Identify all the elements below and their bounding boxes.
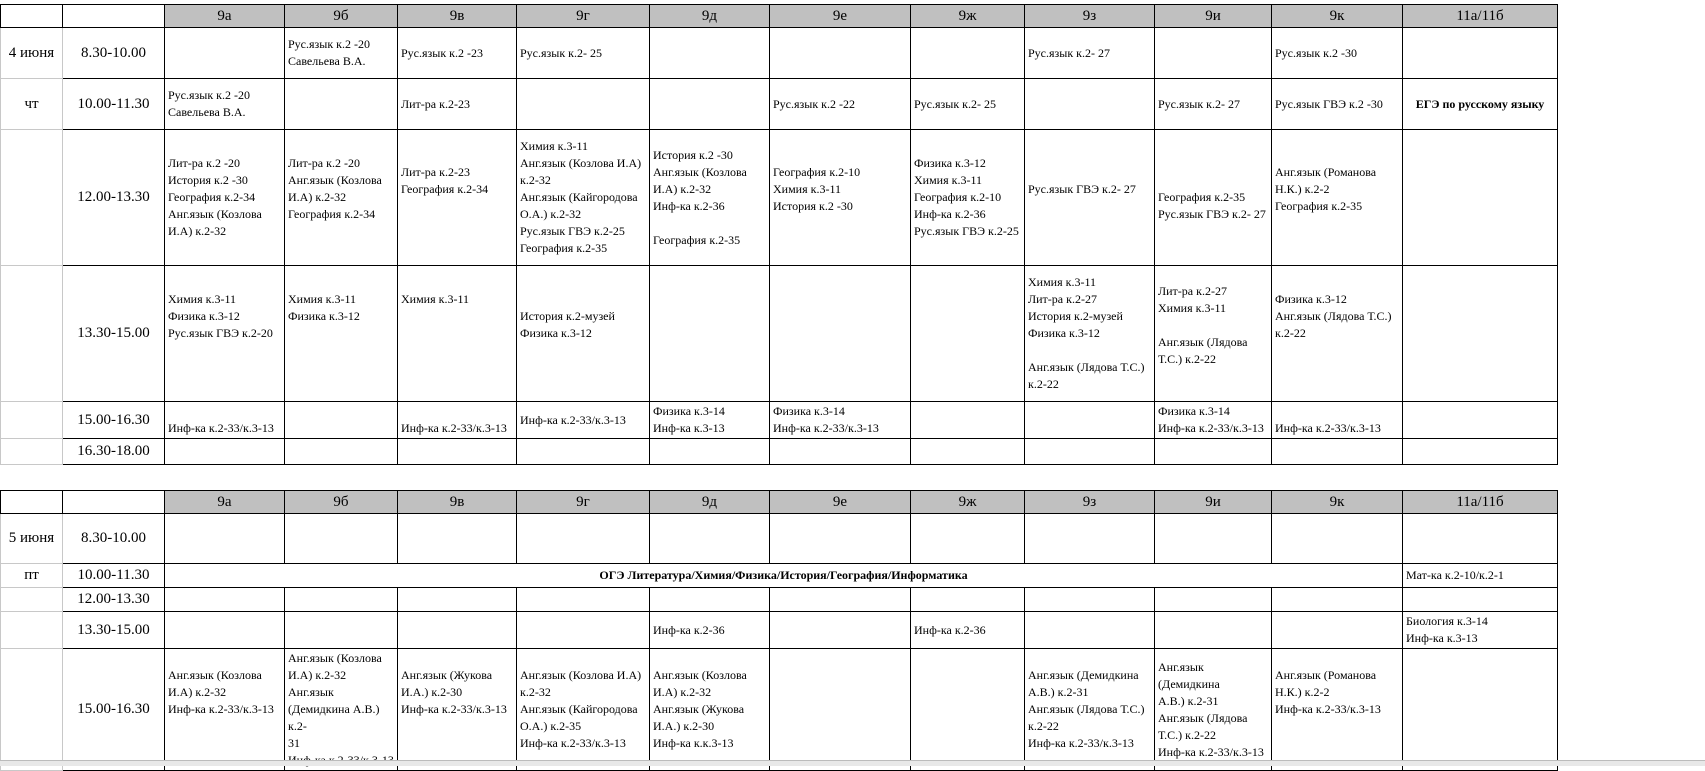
class-header[interactable]: 9ж (911, 491, 1025, 514)
schedule-cell[interactable]: Рус.язык к.2 -23 (398, 28, 517, 79)
class-header[interactable]: 9з (1025, 5, 1155, 28)
time-slot[interactable]: 13.30-15.00 (63, 612, 165, 649)
schedule-cell[interactable] (1403, 649, 1558, 771)
schedule-cell[interactable] (398, 439, 517, 465)
schedule-cell[interactable] (770, 649, 911, 771)
schedule-cell[interactable] (1403, 266, 1558, 402)
schedule-cell[interactable]: Рус.язык к.2 -22 (770, 79, 911, 130)
schedule-cell[interactable] (1403, 402, 1558, 439)
schedule-cell[interactable] (165, 514, 285, 564)
day-label-cell[interactable] (1, 439, 63, 465)
class-header[interactable]: 9и (1155, 491, 1272, 514)
schedule-cell[interactable] (911, 588, 1025, 612)
schedule-cell[interactable] (165, 612, 285, 649)
schedule-cell[interactable]: Анг.язык (Романова Н.К.) к.2-2 География к.2-35 (1272, 130, 1403, 266)
schedule-cell[interactable]: Биология к.3-14 Инф-ка к.3-13 (1403, 612, 1558, 649)
schedule-cell[interactable] (285, 402, 398, 439)
schedule-cell[interactable]: История к.2-музей Физика к.3-12 (517, 266, 650, 402)
schedule-cell[interactable]: Инф-ка к.2-33/к.3-13 (1272, 402, 1403, 439)
schedule-cell[interactable] (1272, 439, 1403, 465)
schedule-cell[interactable]: Физика к.3-12 Анг.язык (Лядова Т.С.) к.2-22 (1272, 266, 1403, 402)
time-row (1, 612, 1558, 649)
schedule-cell[interactable]: ЕГЭ по русскому языку (1403, 79, 1558, 130)
time-row (1, 588, 1558, 612)
time-row (1, 402, 1558, 439)
time-slot[interactable]: 12.00-13.30 (63, 130, 165, 266)
schedule-cell[interactable] (1272, 514, 1403, 564)
time-slot[interactable]: 13.30-15.00 (63, 266, 165, 402)
schedule-cell[interactable]: Мат-ка к.2-10/к.2-1 (1403, 564, 1558, 588)
schedule-cell[interactable] (650, 266, 770, 402)
schedule-cell[interactable] (650, 588, 770, 612)
schedule-cell[interactable]: Рус.язык к.2 -30 (1272, 28, 1403, 79)
schedule-cell[interactable] (285, 514, 398, 564)
schedule-cell[interactable] (1155, 588, 1272, 612)
schedule-cell[interactable] (911, 439, 1025, 465)
schedule-cell[interactable]: Анг.язык (Демидкина А.В.) к.2-31 Анг.язык (Лядова Т.С.) к.2-22 Инф-ка к.2-33/к.3-13 (1025, 649, 1155, 771)
schedule-cell[interactable]: Лит-ра к.2-23 (398, 79, 517, 130)
schedule-cell[interactable] (770, 514, 911, 564)
time-row (1, 266, 1558, 402)
day-label-cell[interactable] (1, 612, 63, 649)
schedule-cell[interactable] (650, 79, 770, 130)
schedule-cell[interactable] (285, 79, 398, 130)
schedule-cell[interactable]: Инф-ка к.2-33/к.3-13 (517, 402, 650, 439)
time-row (1, 130, 1558, 266)
schedule-cell[interactable]: Рус.язык к.2 -20 Савельева В.А. (285, 28, 398, 79)
class-header[interactable]: 9б (285, 491, 398, 514)
schedule-cell[interactable]: История к.2 -30 Анг.язык (Козлова И.А) к.2-32 Инф-ка к.2-36 География к.2-35 (650, 130, 770, 266)
class-header[interactable]: 9а (165, 5, 285, 28)
schedule-cell[interactable] (911, 266, 1025, 402)
schedule-cell[interactable] (1155, 28, 1272, 79)
schedule-cell[interactable]: Анг.язык (Козлова И.А) к.2-32 Инф-ка к.2-33/к.3-13 (165, 649, 285, 771)
schedule-cell[interactable] (517, 439, 650, 465)
schedule-cell[interactable] (911, 649, 1025, 771)
schedule-cell[interactable] (770, 612, 911, 649)
time-row (1, 439, 1558, 465)
schedule-cell[interactable] (285, 588, 398, 612)
class-header[interactable]: 9д (650, 5, 770, 28)
schedule-cell[interactable]: Анг.язык (Жукова И.А.) к.2-30 Инф-ка к.2-33/к.3-13 (398, 649, 517, 771)
corner-cell[interactable] (1, 491, 63, 514)
exam-banner-cell[interactable]: ОГЭ Литература/Химия/Физика/История/География/Информатика (165, 564, 1403, 588)
schedule-cell[interactable]: Лит-ра к.2-23 География к.2-34 (398, 130, 517, 266)
schedule-cell[interactable]: Анг.язык (Романова Н.К.) к.2-2 Инф-ка к.2-33/к.3-13 (1272, 649, 1403, 771)
schedule-cell[interactable] (1025, 439, 1155, 465)
schedule-cell[interactable] (911, 28, 1025, 79)
class-header[interactable]: 9к (1272, 491, 1403, 514)
time-row (1, 564, 1558, 588)
time-slot[interactable]: 16.30-18.00 (63, 439, 165, 465)
time-slot[interactable]: 8.30-10.00 (63, 514, 165, 564)
schedule-cell[interactable]: Инф-ка к.2-33/к.3-13 (398, 402, 517, 439)
schedule-cell[interactable] (398, 588, 517, 612)
schedule-cell[interactable] (517, 79, 650, 130)
schedule-cell[interactable] (1272, 612, 1403, 649)
day-label-cell[interactable] (1, 130, 63, 266)
schedule-cell[interactable] (1272, 588, 1403, 612)
schedule-cell[interactable]: Инф-ка к.2-33/к.3-13 (165, 402, 285, 439)
schedule-cell[interactable] (1403, 514, 1558, 564)
schedule-cell[interactable] (650, 514, 770, 564)
schedule-cell[interactable]: Анг.язык (Козлова И.А) к.2-32 Анг.язык (Кайгородова О.А.) к.2-35 Инф-ка к.2-33/к.3-13 (517, 649, 650, 771)
class-header-row (1, 491, 1558, 514)
schedule-cell[interactable]: Рус.язык ГВЭ к.2- 27 (1025, 130, 1155, 266)
day-label-cell[interactable] (1, 266, 63, 402)
schedule-cell[interactable]: Анг.язык (Козлова И.А) к.2-32 Анг.язык (Жукова И.А.) к.2-30 Инф-ка к.к.3-13 (650, 649, 770, 771)
schedule-cell[interactable] (285, 612, 398, 649)
time-row (1, 79, 1558, 130)
schedule-cell[interactable]: Лит-ра к.2-27 Химия к.3-11 Анг.язык (Лядова Т.С.) к.2-22 (1155, 266, 1272, 402)
schedule-cell[interactable]: Физика к.3-14 Инф-ка к.2-33/к.3-13 (1155, 402, 1272, 439)
day-weekday[interactable]: чт (1, 79, 63, 130)
schedule-table-june-5 (0, 490, 1558, 771)
sheet-tab-bar[interactable] (0, 760, 1705, 766)
class-header[interactable]: 9в (398, 491, 517, 514)
schedule-cell[interactable]: Рус.язык ГВЭ к.2 -30 (1272, 79, 1403, 130)
day-label-cell[interactable] (1, 402, 63, 439)
schedule-cell[interactable] (1403, 28, 1558, 79)
class-header[interactable]: 9е (770, 491, 911, 514)
class-header[interactable]: 11а/11б (1403, 491, 1558, 514)
schedule-cell[interactable]: Рус.язык к.2- 27 (1025, 28, 1155, 79)
schedule-cell[interactable] (1025, 588, 1155, 612)
schedule-cell[interactable]: Рус.язык к.2- 27 (1155, 79, 1272, 130)
schedule-cell[interactable] (1403, 439, 1558, 465)
schedule-cell[interactable] (165, 588, 285, 612)
schedule-cell[interactable] (770, 588, 911, 612)
class-header[interactable]: 9ж (911, 5, 1025, 28)
class-header[interactable]: 9к (1272, 5, 1403, 28)
schedule-cell[interactable] (1025, 402, 1155, 439)
schedule-cell[interactable] (1155, 514, 1272, 564)
schedule-cell[interactable]: Анг.язык (Демидкина А.В.) к.2-31 Анг.язык (Лядова Т.С.) к.2-22 Инф-ка к.2-33/к.3-13 (1155, 649, 1272, 771)
class-header[interactable]: 9е (770, 5, 911, 28)
schedule-cell[interactable] (398, 514, 517, 564)
class-header[interactable]: 9д (650, 491, 770, 514)
class-header[interactable]: 9в (398, 5, 517, 28)
day-label-cell[interactable] (1, 588, 63, 612)
time-slot[interactable]: 8.30-10.00 (63, 28, 165, 79)
schedule-cell[interactable] (517, 612, 650, 649)
schedule-cell[interactable] (517, 514, 650, 564)
schedule-cell[interactable] (165, 439, 285, 465)
schedule-cell[interactable]: Инф-ка к.2-36 (911, 612, 1025, 649)
time-slot[interactable]: 15.00-16.30 (63, 649, 165, 771)
schedule-cell[interactable]: Химия к.3-11 Лит-ра к.2-27 История к.2-музей Физика к.3-12 Анг.язык (Лядова Т.С.) к.2-22 (1025, 266, 1155, 402)
schedule-cell[interactable]: Инф-ка к.2-36 (650, 612, 770, 649)
schedule-cell[interactable] (911, 514, 1025, 564)
corner-cell[interactable] (63, 5, 165, 28)
class-header[interactable]: 11а/11б (1403, 5, 1558, 28)
schedule-cell[interactable] (650, 28, 770, 79)
schedule-table-june-4 (0, 4, 1558, 465)
schedule-cell[interactable] (1155, 439, 1272, 465)
schedule-cell[interactable] (398, 612, 517, 649)
day-weekday[interactable]: пт (1, 564, 63, 588)
class-header-row (1, 5, 1558, 28)
schedule-cell[interactable] (1403, 588, 1558, 612)
time-slot[interactable]: 15.00-16.30 (63, 402, 165, 439)
schedule-cell[interactable] (650, 439, 770, 465)
schedule-cell[interactable]: География к.2-10 Химия к.3-11 История к.2 -30 (770, 130, 911, 266)
day-label-cell[interactable] (1, 649, 63, 771)
schedule-cell[interactable]: Лит-ра к.2 -20 История к.2 -30 География к.2-34 Анг.язык (Козлова И.А) к.2-32 (165, 130, 285, 266)
time-row (1, 514, 1558, 564)
time-slot[interactable]: 10.00-11.30 (63, 79, 165, 130)
schedule-cell[interactable]: Физика к.3-14 Инф-ка к.2-33/к.3-13 (770, 402, 911, 439)
class-header[interactable]: 9а (165, 491, 285, 514)
class-header[interactable]: 9б (285, 5, 398, 28)
schedule-cell[interactable] (770, 439, 911, 465)
schedule-cell[interactable]: Химия к.3-11 Физика к.3-12 Рус.язык ГВЭ к.2-20 (165, 266, 285, 402)
schedule-cell[interactable] (1025, 79, 1155, 130)
time-slot[interactable]: 10.00-11.30 (63, 564, 165, 588)
schedule-cell[interactable]: Рус.язык к.2 -20 Савельева В.А. (165, 79, 285, 130)
schedule-cell[interactable]: Физика к.3-12 Химия к.3-11 География к.2-10 Инф-ка к.2-36 Рус.язык ГВЭ к.2-25 (911, 130, 1025, 266)
day-date[interactable]: 5 июня (1, 514, 63, 564)
schedule-cell[interactable]: Физика к.3-14 Инф-ка к.3-13 (650, 402, 770, 439)
schedule-cell[interactable] (1403, 130, 1558, 266)
corner-cell[interactable] (63, 491, 165, 514)
schedule-cell[interactable] (517, 588, 650, 612)
schedule-cell[interactable] (1025, 612, 1155, 649)
class-header[interactable]: 9г (517, 491, 650, 514)
time-slot[interactable]: 12.00-13.30 (63, 588, 165, 612)
schedule-cell[interactable] (165, 28, 285, 79)
schedule-cell[interactable] (285, 439, 398, 465)
schedule-cell[interactable]: Анг.язык (Козлова И.А) к.2-32 Анг.язык (Демидкина А.В.) к.2- 31 (285, 649, 398, 771)
schedule-cell[interactable]: Рус.язык к.2- 25 (517, 28, 650, 79)
schedule-cell[interactable] (1025, 514, 1155, 564)
schedule-cell[interactable]: Химия к.3-11 (398, 266, 517, 402)
day-date[interactable]: 4 июня (1, 28, 63, 79)
schedule-cell[interactable]: География к.2-35 Рус.язык ГВЭ к.2- 27 (1155, 130, 1272, 266)
schedule-cell[interactable]: Химия к.3-11 Физика к.3-12 (285, 266, 398, 402)
corner-cell[interactable] (1, 5, 63, 28)
class-header[interactable]: 9и (1155, 5, 1272, 28)
class-header[interactable]: 9г (517, 5, 650, 28)
schedule-cell[interactable] (770, 266, 911, 402)
time-row (1, 649, 1558, 771)
schedule-cell[interactable] (911, 402, 1025, 439)
schedule-cell[interactable]: Химия к.3-11 Анг.язык (Козлова И.А) к.2-32 Анг.язык (Кайгородова О.А.) к.2-32 Рус.язык ГВЭ к.2-25 География к.2-35 (517, 130, 650, 266)
time-row (1, 28, 1558, 79)
schedule-cell[interactable] (770, 28, 911, 79)
schedule-cell[interactable]: Лит-ра к.2 -20 Анг.язык (Козлова И.А) к.2-32 География к.2-34 (285, 130, 398, 266)
schedule-cell[interactable] (1155, 612, 1272, 649)
class-header[interactable]: 9з (1025, 491, 1155, 514)
schedule-cell[interactable]: Рус.язык к.2- 25 (911, 79, 1025, 130)
